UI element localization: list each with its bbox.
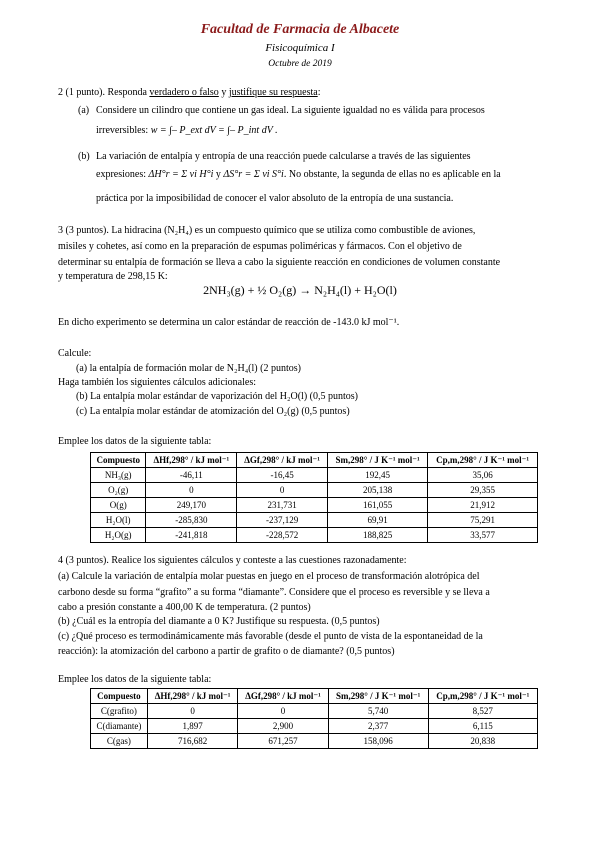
q2-b-formula-enthalpy: ΔH°r = Σ νi H°i [148, 169, 214, 180]
table-row [91, 734, 538, 749]
table-cell: -237,129 [237, 513, 328, 528]
table-cell: 29,355 [428, 483, 538, 498]
exam-date: Octubre de 2019 [268, 59, 332, 69]
table-cell: -228,572 [237, 528, 328, 543]
q4-header-cell: ΔHf,298° / kJ mol⁻¹ [147, 689, 237, 704]
table-cell: 192,45 [328, 468, 428, 483]
table-cell: O₂(g) [91, 483, 146, 498]
table-row [91, 719, 538, 734]
q3-line2: misiles y cohetes, así como en la preparación de espumas poliméricas y fármacos. Con el objetivo de [58, 241, 462, 252]
table-cell: 0 [238, 704, 328, 719]
table-cell: 671,257 [238, 734, 328, 749]
table-cell: 75,291 [428, 513, 538, 528]
q4-header-cell: Sm,298° / J K⁻¹ mol⁻¹ [328, 689, 428, 704]
q3-item-c: (c) La entalpía molar estándar de atomización del O₂(g) (0,5 puntos) [76, 406, 350, 417]
q2-b-formula-entropy: ΔS°r = Σ νi S°i [223, 169, 284, 180]
table-cell: 205,138 [328, 483, 428, 498]
table-cell: 2,900 [238, 719, 328, 734]
table-cell: C(grafito) [91, 704, 148, 719]
table-cell: 0 [237, 483, 328, 498]
table-row [91, 483, 538, 498]
table-cell: -46,11 [146, 468, 237, 483]
q4-c-line1: (c) ¿Qué proceso es termodinámicamente más favorable (desde el punto de vista de la espontaneidad de la [58, 631, 483, 642]
page-title: Facultad de Farmacia de Albacete [200, 22, 400, 37]
q2-a-label: (a) [78, 105, 90, 116]
q3-data-table [90, 452, 538, 543]
table-cell: -241,818 [146, 528, 237, 543]
q4-data-table [90, 688, 538, 749]
q2-a-text: irreversibles: [96, 125, 149, 136]
q2-intro-colon: : [317, 87, 321, 98]
q3-table-header-row [91, 453, 538, 468]
q3-header-cell: Cp,m,298° / J K⁻¹ mol⁻¹ [428, 453, 538, 468]
q3-experiment: En dicho experimento se determina un calor estándar de reacción de -143.0 kJ mol⁻¹. [58, 317, 400, 328]
q2-a-formula: w = ∫– P_ext dV = ∫– P_int dV . [150, 125, 278, 136]
q2-a-line2 [96, 124, 580, 137]
q4-table-intro: Emplee los datos de la siguiente tabla: [58, 674, 212, 685]
table-cell: H₂O(g) [91, 528, 146, 543]
table-cell: 716,682 [147, 734, 237, 749]
q3-also: Haga también los siguientes cálculos adicionales: [58, 377, 256, 388]
table-cell: 1,897 [147, 719, 237, 734]
q3-item-b: (b) La entalpía molar estándar de vaporización del H₂O(l) (0,5 puntos) [76, 391, 358, 402]
table-cell: 20,838 [428, 734, 537, 749]
q2-b-line1: La variación de entalpía y entropía de una reacción puede calcularse a través de las siguientes [96, 151, 471, 162]
table-cell: 8,527 [428, 704, 537, 719]
q2-b-and: y [215, 169, 221, 180]
q3-reaction-equation: 2NH₃(g) + ½ O₂(g) → N₂H₄(l) + H₂O(l) [203, 283, 397, 297]
table-cell: 5,740 [328, 704, 428, 719]
table-cell: 188,825 [328, 528, 428, 543]
table-cell: 35,06 [428, 468, 538, 483]
q2-intro [58, 86, 580, 99]
q3-line4: y temperatura de 298,15 K: [58, 271, 168, 282]
q2-intro-underline-1: verdadero o falso [149, 87, 219, 98]
table-row [91, 528, 538, 543]
q2-b-label: (b) [78, 151, 90, 162]
q4-header-cell: Cp,m,298° / J K⁻¹ mol⁻¹ [428, 689, 537, 704]
q2-a-line1: Considere un cilindro que contiene un gas ideal. La siguiente igualdad no es válida para procesos [96, 105, 485, 116]
q4-c-line2: reacción): la atomización del carbono a partir de grafito o de diamante? (0,5 puntos) [58, 646, 395, 657]
subject-title: Fisicoquímica I [265, 42, 335, 54]
q3-line1: 3 (3 puntos). La hidracina (N₂H₄) es un compuesto químico que se utiliza como combustible de aviones, [58, 225, 476, 236]
table-cell: 2,377 [328, 719, 428, 734]
table-cell: 0 [147, 704, 237, 719]
table-cell: 21,912 [428, 498, 538, 513]
q4-header-cell: ΔGf,298° / kJ mol⁻¹ [238, 689, 328, 704]
table-cell: 231,731 [237, 498, 328, 513]
table-cell: 33,577 [428, 528, 538, 543]
q4-table-header-row [91, 689, 538, 704]
table-cell: -16,45 [237, 468, 328, 483]
table-cell: -285,830 [146, 513, 237, 528]
table-cell: C(diamante) [91, 719, 148, 734]
table-row [91, 513, 538, 528]
table-cell: H₂O(l) [91, 513, 146, 528]
table-cell: 158,096 [328, 734, 428, 749]
q4-a-line1: (a) Calcule la variación de entalpía molar puestas en juego en el proceso de transformación alotrópica del [58, 571, 480, 582]
q3-item-a: (a) la entalpía de formación molar de N₂H₄(l) (2 puntos) [76, 363, 301, 374]
q3-header-cell: Sm,298° / J K⁻¹ mol⁻¹ [328, 453, 428, 468]
q3-header-cell: Compuesto [91, 453, 146, 468]
q3-header-cell: ΔHf,298° / kJ mol⁻¹ [146, 453, 237, 468]
table-cell: 249,170 [146, 498, 237, 513]
table-cell: 69,91 [328, 513, 428, 528]
q4-intro: 4 (3 puntos). Realice los siguientes cálculos y conteste a las cuestiones razonadamente: [58, 555, 407, 566]
table-row [91, 498, 538, 513]
q2-intro-text-2: y [218, 87, 229, 98]
q4-header-cell: Compuesto [91, 689, 148, 704]
table-row [91, 704, 538, 719]
q2-intro-underline-2: justifique su respuesta [228, 87, 318, 98]
q3-table-intro: Emplee los datos de la siguiente tabla: [58, 436, 212, 447]
table-cell: O(g) [91, 498, 146, 513]
q4-b: (b) ¿Cuál es la entropía del diamante a 0 K? Justifique su respuesta. (0,5 puntos) [58, 616, 380, 627]
q2-b-text: expresiones: [96, 169, 146, 180]
q2-b-line2 [96, 168, 580, 181]
q2-b-text-2: . No obstante, la segunda de ellas no es aplicable en la [283, 169, 501, 180]
q4-a-line2: carbono desde su forma “grafito” a su forma “diamante”. Considere que el proceso es reversible y se lleva a [58, 587, 490, 598]
table-cell: 6,115 [428, 719, 537, 734]
table-row [91, 468, 538, 483]
table-cell: NH₃(g) [91, 468, 146, 483]
q3-calc-label: Calcule: [58, 348, 92, 359]
q2-b-line3: práctica por la imposibilidad de conocer el valor absoluto de la entropía de una sustancia. [96, 193, 454, 204]
q2-intro-text: 2 (1 punto). Responda [58, 87, 150, 98]
q3-header-cell: ΔGf,298° / kJ mol⁻¹ [237, 453, 328, 468]
q3-line3: determinar su entalpía de formación se lleva a cabo la siguiente reacción en condiciones de volumen constante [58, 257, 501, 268]
table-cell: 161,055 [328, 498, 428, 513]
table-cell: 0 [146, 483, 237, 498]
table-cell: C(gas) [91, 734, 148, 749]
q4-a-line3: cabo a presión constante a 400,00 K de temperatura. (2 puntos) [58, 602, 311, 613]
